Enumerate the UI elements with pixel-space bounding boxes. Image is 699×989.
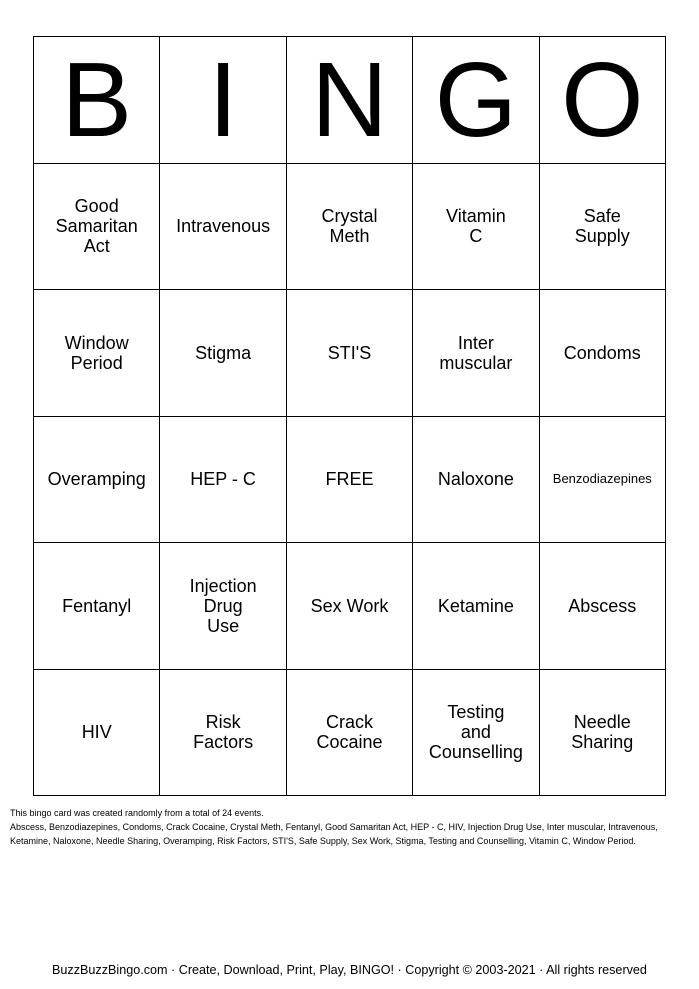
square-text (65, 333, 129, 373)
info-events-line-2: Ketamine, Naloxone, Needle Sharing, Overamping, Risk Factors, STI'S, Safe Supply, Sex Work, Stigma, Testing and Counselling, Vitamin C, Window Period. (10, 836, 636, 846)
square-text-line: Period (70, 352, 123, 373)
square-text-line: C (469, 226, 483, 247)
square-text-line: Factors (193, 732, 254, 753)
square-text-line: Injection (189, 575, 257, 596)
square-text-line: Counselling (428, 742, 523, 763)
square-text (321, 206, 377, 246)
square-text (575, 206, 630, 246)
bingo-square (540, 164, 666, 291)
square-text-line: Benzodiazepines (552, 471, 652, 487)
square-text (190, 576, 257, 636)
square-text-line: Cocaine (316, 732, 383, 753)
square-text (438, 596, 514, 616)
square-text (190, 469, 256, 489)
header-letter-g: G (413, 37, 539, 164)
square-text-line: and (460, 722, 491, 743)
square-text (571, 712, 633, 752)
square-text-line: Act (83, 236, 110, 257)
bingo-square (413, 670, 539, 797)
bingo-square (413, 417, 539, 544)
square-text (176, 216, 270, 236)
bingo-square (287, 164, 413, 291)
header-letter-n: N (287, 37, 413, 164)
square-text-line: Use (207, 615, 240, 636)
bingo-card (33, 36, 666, 796)
header-letter-o: O (540, 37, 666, 164)
square-text-line: Vitamin (446, 206, 506, 227)
bingo-square (413, 164, 539, 291)
bingo-square (34, 290, 160, 417)
bingo-square (34, 164, 160, 291)
bingo-square (287, 417, 413, 544)
square-text (48, 469, 146, 489)
bingo-square (34, 417, 160, 544)
square-text (439, 333, 512, 373)
square-text (429, 702, 523, 762)
square-text (311, 596, 389, 616)
square-text-line: Condoms (563, 342, 641, 363)
info-events-line-1: Abscess, Benzodiazepines, Condoms, Crack Cocaine, Crystal Meth, Fentanyl, Good Samaritan Act, HEP - C, HIV, Injection Drug Use, Inter muscular, Intravenous, (10, 822, 658, 832)
bingo-square (160, 164, 286, 291)
square-text-line: Naloxone (437, 469, 514, 490)
header-letter-i: I (160, 37, 286, 164)
square-text (438, 469, 514, 489)
bingo-square (160, 290, 286, 417)
square-text-line: muscular (439, 352, 513, 373)
square-text-line: HIV (81, 722, 112, 743)
square-text-line: HEP - C (190, 469, 256, 490)
square-text (325, 469, 373, 489)
square-text (568, 596, 636, 616)
square-text-line: Testing (447, 702, 505, 723)
square-text-line: FREE (325, 469, 374, 490)
square-text (56, 196, 138, 256)
bingo-square (540, 543, 666, 670)
square-text-line: Meth (329, 226, 370, 247)
header-letter-b: B (34, 37, 160, 164)
square-text (195, 343, 251, 363)
square-text-line: Stigma (195, 342, 252, 363)
square-text (446, 206, 506, 246)
footer-copyright: BuzzBuzzBingo.com · Create, Download, Print, Play, BINGO! · Copyright © 2003-2021 · All rights reserved (52, 963, 647, 977)
square-text-line: Abscess (568, 595, 637, 616)
bingo-square (34, 543, 160, 670)
square-text-line: Fentanyl (62, 595, 132, 616)
bingo-square (540, 290, 666, 417)
bingo-square (160, 417, 286, 544)
square-text (328, 343, 371, 363)
square-text (553, 469, 652, 489)
bingo-square (540, 417, 666, 544)
square-text-line: Ketamine (437, 595, 514, 616)
square-text-line: STI'S (327, 342, 372, 363)
square-text (193, 712, 253, 752)
square-text-line: Intravenous (176, 216, 271, 237)
square-text-line: Sex Work (310, 595, 389, 616)
card-info (10, 806, 694, 848)
square-text-line: Overamping (47, 469, 146, 490)
info-summary: This bingo card was created randomly from a total of 24 events. (10, 808, 264, 818)
square-text-line: Needle (573, 712, 631, 733)
bingo-square (287, 290, 413, 417)
bingo-square (287, 670, 413, 797)
square-text (82, 722, 112, 742)
square-text-line: Good (74, 196, 119, 217)
square-text (62, 596, 131, 616)
square-text (316, 712, 382, 752)
bingo-square (287, 543, 413, 670)
square-text-line: Samaritan (55, 216, 138, 237)
bingo-square (413, 543, 539, 670)
square-text-line: Sharing (571, 732, 634, 753)
bingo-square (540, 670, 666, 797)
square-text-line: Drug (203, 595, 243, 616)
square-text-line: Crack (325, 712, 373, 733)
bingo-square (160, 543, 286, 670)
square-text (564, 343, 641, 363)
square-text-line: Crystal (321, 206, 378, 227)
square-text-line: Safe (583, 206, 621, 227)
square-text-line: Inter (457, 332, 494, 353)
square-text-line: Risk (205, 712, 241, 733)
bingo-square (413, 290, 539, 417)
bingo-square (160, 670, 286, 797)
bingo-square (34, 670, 160, 797)
square-text-line: Supply (574, 226, 630, 247)
square-text-line: Window (64, 332, 129, 353)
